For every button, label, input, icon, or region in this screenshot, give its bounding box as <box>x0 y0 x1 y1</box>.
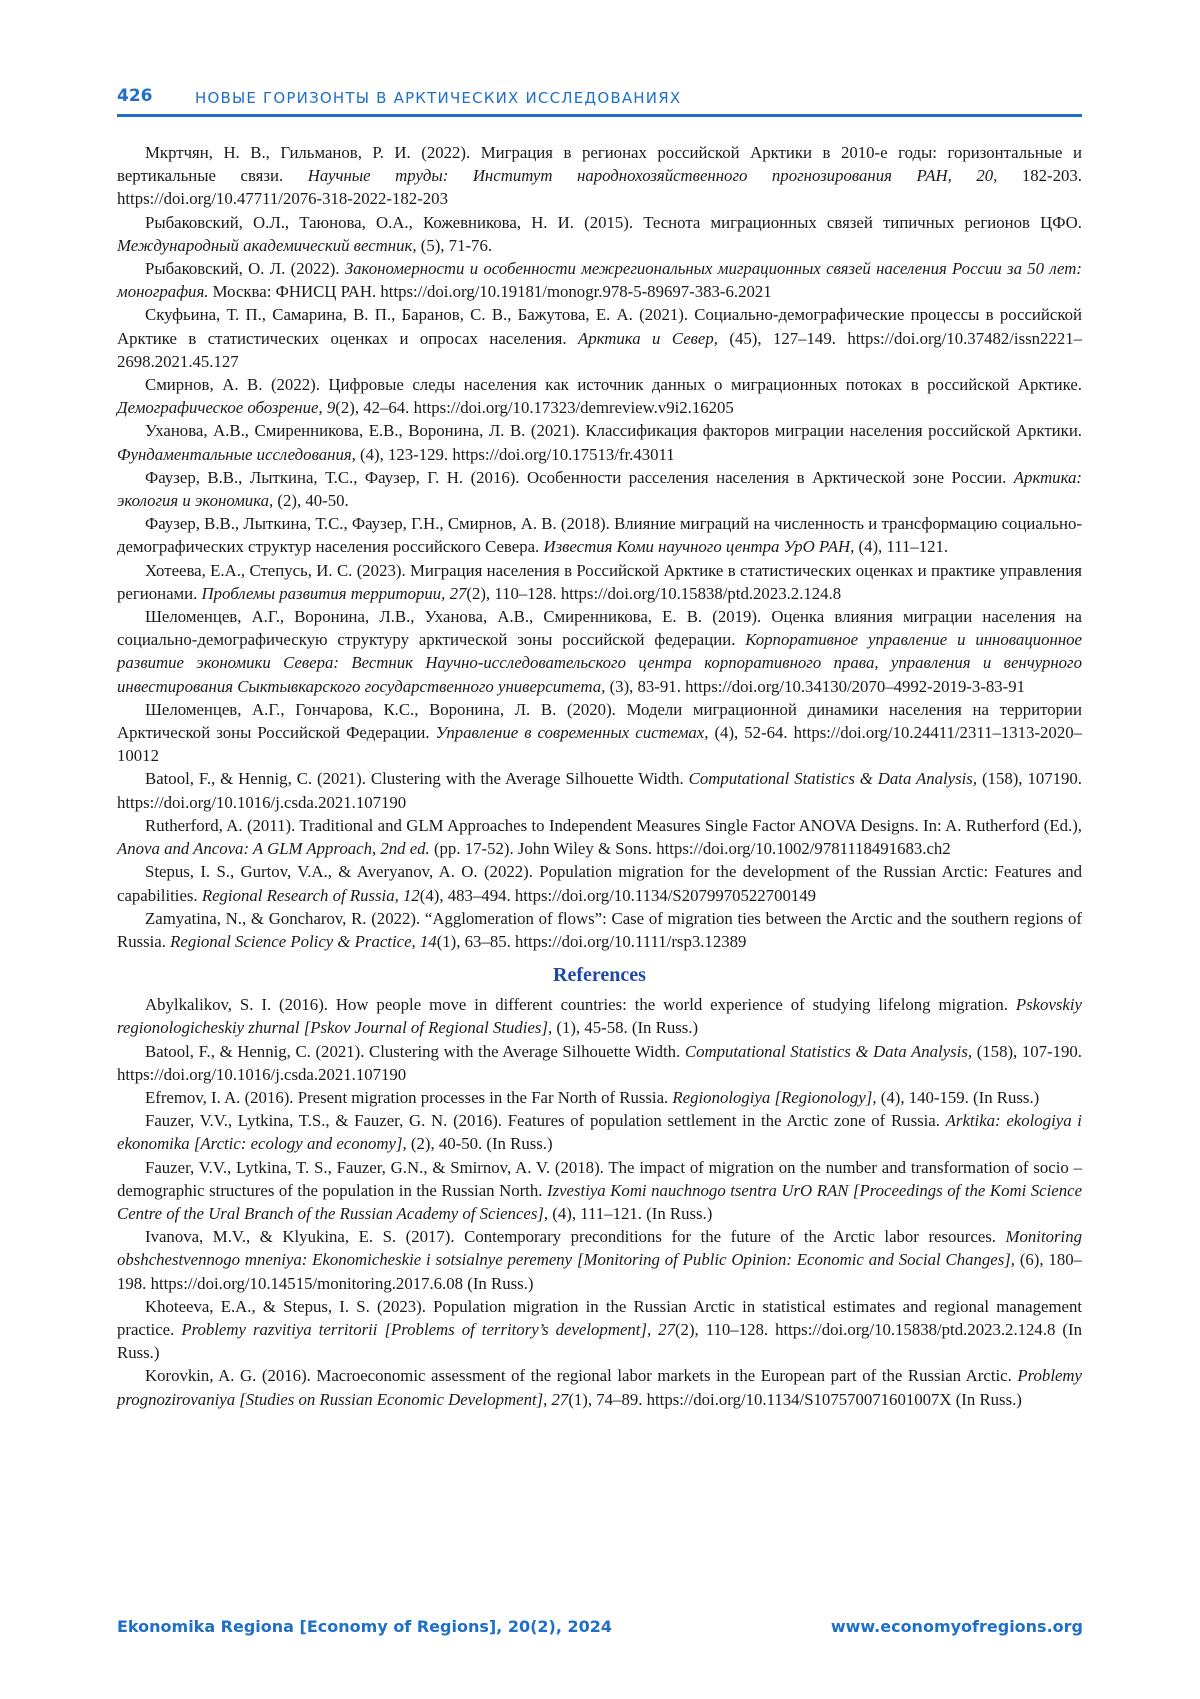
reference-authors-title: Фаузер, В.В., Лыткина, Т.С., Фаузер, Г.Н., Смирнов, А. В. (2018). Влияние миграций на численность и трансформацию социально-демографических структур населения российского Севера. <box>117 514 1082 556</box>
reference-details: (1), 63–85. https://doi.org/10.1111/rsp3.12389 <box>437 932 747 951</box>
reference-entry <box>117 698 1082 768</box>
reference-entry <box>117 466 1082 512</box>
reference-source: Computational Statistics & Data Analysis, <box>689 769 977 788</box>
reference-authors-title: Stepus, I. S., Gurtov, V.A., & Averyanov, A. O. (2022). Population migration for the development of the Russian Arctic: Features and capabilities. <box>117 862 1082 904</box>
reference-entry <box>117 1086 1082 1109</box>
reference-authors-title: Fauzer, V.V., Lytkina, T.S., & Fauzer, G. N. (2016). Features of population settlement in the Arctic zone of Russia. <box>145 1111 946 1130</box>
reference-authors-title: Abylkalikov, S. I. (2016). How people move in different countries: the world experience of studying lifelong migration. <box>145 995 1016 1014</box>
reference-source: Monitoring obshchestvennogo mneniya: Ekonomicheskie i sotsialnye peremeny [Monitoring of Public Opinion: Economic and Social Changes], <box>117 1227 1082 1269</box>
reference-entry <box>117 559 1082 605</box>
reference-authors-title: Смирнов, А. В. (2022). Цифровые следы населения как источник данных о миграционных потоках в российской Арктике. <box>145 375 1082 394</box>
reference-entry <box>117 1295 1082 1365</box>
reference-details: (4), 111–121. <box>854 537 948 556</box>
reference-source: Arktika: ekologiya i ekonomika [Arctic: ecology and economy], <box>117 1111 1082 1153</box>
reference-details: (158), 107190. https://doi.org/10.1016/j.csda.2021.107190 <box>117 769 1082 811</box>
reference-entry <box>117 605 1082 698</box>
reference-details: (1), 74–89. https://doi.org/10.1134/S107570071601007X (In Russ.) <box>568 1390 1022 1409</box>
reference-authors-title: Фаузер, В.В., Лыткина, Т.С., Фаузер, Г. Н. (2016). Особенности расселения населения в Арктической зоне России. <box>145 468 1014 487</box>
reference-details: 182-203. https://doi.org/10.47711/2076-318-2022-182-203 <box>117 166 1082 208</box>
reference-entry <box>117 1156 1082 1226</box>
reference-source: Управление в современных системах, <box>436 723 709 742</box>
reference-source: Problemy prognozirovaniya [Studies on Russian Economic Development], 27 <box>117 1366 1082 1408</box>
reference-source: Корпоративное управление и инновационное развитие экономики Севера: Вестник Научно-исследовательского центра корпоративного права, управления и венчурного инвестирования Сыктывкарского государственного университета, <box>117 630 1082 695</box>
reference-authors-title: Zamyatina, N., & Goncharov, R. (2022). “Agglomeration of flows”: Case of migration ties between the Arctic and the southern regions of Russia. <box>117 909 1082 951</box>
reference-details: (4), 123-129. https://doi.org/10.17513/fr.43011 <box>356 445 675 464</box>
footer-journal-citation: Ekonomika Regiona [Economy of Regions], 20(2), 2024 <box>117 1617 612 1636</box>
reference-entry <box>117 211 1082 257</box>
reference-authors-title: Шеломенцев, А.Г., Гончарова, К.С., Воронина, Л. В. (2020). Модели миграционной динамики населения на территории Арктической зоны Российской Федерации. <box>117 700 1082 742</box>
reference-entry <box>117 512 1082 558</box>
reference-authors-title: Рыбаковский, О.Л., Таюнова, О.А., Кожевникова, Н. И. (2015). Теснота миграционных связей типичных регионов ЦФО. <box>145 213 1082 232</box>
reference-details: Москва: ФНИСЦ РАН. https://doi.org/10.19181/monogr.978-5-89697-383-6.2021 <box>208 282 771 301</box>
reference-source: Проблемы развития территории, 27 <box>202 584 467 603</box>
reference-entry <box>117 767 1082 813</box>
reference-entry <box>117 141 1082 211</box>
reference-authors-title: Fauzer, V.V., Lytkina, T. S., Fauzer, G.N., & Smirnov, A. V. (2018). The impact of migration on the number and transformation of socio – demographic structures of the population in the Russian North. <box>117 1158 1082 1200</box>
reference-authors-title: Batool, F., & Hennig, C. (2021). Clustering with the Average Silhouette Width. <box>145 1042 685 1061</box>
reference-source: Закономерности и особенности межрегиональных миграционных связей населения России за 50 лет: монография. <box>117 259 1082 301</box>
reference-source: Anova and Ancova: A GLM Approach, 2nd ed. <box>117 839 430 858</box>
reference-source: Арктика и Север, <box>578 329 718 348</box>
reference-authors-title: Хотеева, Е.А., Степусь, И. С. (2023). Миграция населения в Российской Арктике в статистических оценках и практике управления регионами. <box>117 561 1082 603</box>
reference-authors-title: Ivanova, M.V., & Klyukina, E. S. (2017). Contemporary preconditions for the future of the Arctic labor resources. <box>145 1227 1006 1246</box>
page-number: 426 <box>117 86 153 106</box>
reference-authors-title: Batool, F., & Hennig, C. (2021). Clustering with the Average Silhouette Width. <box>145 769 689 788</box>
reference-details: (3), 83-91. https://doi.org/10.34130/2070–4992-2019-3-83-91 <box>605 677 1025 696</box>
reference-details: (1), 45-58. (In Russ.) <box>552 1018 698 1037</box>
reference-authors-title: Efremov, I. A. (2016). Present migration processes in the Far North of Russia. <box>145 1088 672 1107</box>
reference-source: Арктика: экология и экономика, <box>117 468 1082 510</box>
reference-details: (4), 52-64. https://doi.org/10.24411/2311–1313-2020–10012 <box>117 723 1082 765</box>
reference-authors-title: Уханова, А.В., Смиренникова, Е.В., Воронина, Л. В. (2021). Классификация факторов миграции населения российской Арктики. <box>145 421 1082 440</box>
reference-details: (pp. 17-52). John Wiley & Sons. https://doi.org/10.1002/9781118491683.ch2 <box>430 839 951 858</box>
reference-details: (2), 40-50. (In Russ.) <box>407 1134 553 1153</box>
reference-entry <box>117 993 1082 1039</box>
reference-source: Regionologiya [Regionology], <box>672 1088 876 1107</box>
reference-details: (4), 483–494. https://doi.org/10.1134/S2079970522700149 <box>420 886 816 905</box>
reference-details: (6), 180–198. https://doi.org/10.14515/monitoring.2017.6.08 (In Russ.) <box>117 1250 1082 1292</box>
reference-details: (2), 40-50. <box>273 491 349 510</box>
reference-details: (158), 107-190. https://doi.org/10.1016/j.csda.2021.107190 <box>117 1042 1082 1084</box>
reference-authors-title: Рыбаковский, О. Л. (2022). <box>145 259 345 278</box>
reference-body <box>117 141 1082 1411</box>
reference-authors-title: Шеломенцев, А.Г., Воронина, Л.В., Уханова, А.В., Смиренникова, Е. В. (2019). Оценка влияния миграции населения на социально-демографическую структуру арктической зоны российской федерации. <box>117 607 1082 649</box>
reference-source: Pskovskiy regionologicheskiy zhurnal [Pskov Journal of Regional Studies], <box>117 995 1082 1037</box>
reference-entry <box>117 419 1082 465</box>
reference-entry <box>117 1225 1082 1295</box>
reference-source: Фундаментальные исследования, <box>117 445 356 464</box>
reference-authors-title: Скуфьина, Т. П., Самарина, В. П., Баранов, С. В., Бажутова, Е. А. (2021). Социально-демографические процессы в российской Арктике в статистических оценках и опросах населения. <box>117 305 1082 347</box>
reference-list-russian <box>117 141 1082 953</box>
reference-source: Известия Коми научного центра УрО РАН, <box>543 537 854 556</box>
reference-source: Демографическое обозрение, 9 <box>117 398 335 417</box>
reference-authors-title: Khoteeva, E.A., & Stepus, I. S. (2023). Population migration in the Russian Arctic in statistical estimates and regional management practice. <box>117 1297 1082 1339</box>
reference-entry <box>117 1109 1082 1155</box>
running-title: НОВЫЕ ГОРИЗОНТЫ В АРКТИЧЕСКИХ ИССЛЕДОВАНИЯХ <box>195 89 681 107</box>
footer-website-link[interactable]: www.economyofregions.org <box>831 1617 1083 1636</box>
reference-source: Izvestiya Komi nauchnogo tsentra UrO RAN [Proceedings of the Komi Science Centre of the Ural Branch of the Russian Academy of Sciences], <box>117 1181 1082 1223</box>
reference-source: Problemy razvitiya territorii [Problems of territory’s development], 27 <box>181 1320 675 1339</box>
reference-source: Regional Science Policy & Practice, 14 <box>170 932 437 951</box>
reference-entry <box>117 1364 1082 1410</box>
reference-entry <box>117 257 1082 303</box>
reference-details: (45), 127–149. https://doi.org/10.37482/issn2221–2698.2021.45.127 <box>117 329 1082 371</box>
reference-details: (2), 110–128. https://doi.org/10.15838/ptd.2023.2.124.8 <box>466 584 841 603</box>
reference-entry <box>117 1040 1082 1086</box>
reference-entry <box>117 860 1082 906</box>
references-heading: References <box>117 962 1082 988</box>
running-header <box>117 84 1082 117</box>
reference-authors-title: Мкртчян, Н. В., Гильманов, Р. И. (2022). Миграция в регионах российской Арктики в 2010-е годы: горизонтальные и вертикальные связи. <box>117 143 1082 185</box>
reference-details: (4), 111–121. (In Russ.) <box>548 1204 712 1223</box>
reference-details: (5), 71-76. <box>417 236 493 255</box>
reference-authors-title: Korovkin, A. G. (2016). Macroeconomic assessment of the regional labor markets in the European part of the Russian Arctic. <box>145 1366 1017 1385</box>
reference-details: (4), 140-159. (In Russ.) <box>877 1088 1040 1107</box>
reference-source: Computational Statistics & Data Analysis, <box>685 1042 972 1061</box>
reference-details: (2), 110–128. https://doi.org/10.15838/ptd.2023.2.124.8 (In Russ.) <box>117 1320 1082 1362</box>
reference-list-english <box>117 993 1082 1411</box>
reference-entry <box>117 814 1082 860</box>
reference-source: Regional Research of Russia, 12 <box>202 886 420 905</box>
reference-source: Международный академический вестник, <box>117 236 417 255</box>
reference-entry <box>117 907 1082 953</box>
reference-entry <box>117 303 1082 373</box>
reference-authors-title: Rutherford, A. (2011). Traditional and GLM Approaches to Independent Measures Single Factor ANOVA Designs. In: A. Rutherford (Ed.), <box>145 816 1082 835</box>
reference-entry <box>117 373 1082 419</box>
reference-source: Научные труды: Институт народнохозяйственного прогнозирования РАН, 20, <box>308 166 998 185</box>
reference-details: (2), 42–64. https://doi.org/10.17323/demreview.v9i2.16205 <box>335 398 734 417</box>
